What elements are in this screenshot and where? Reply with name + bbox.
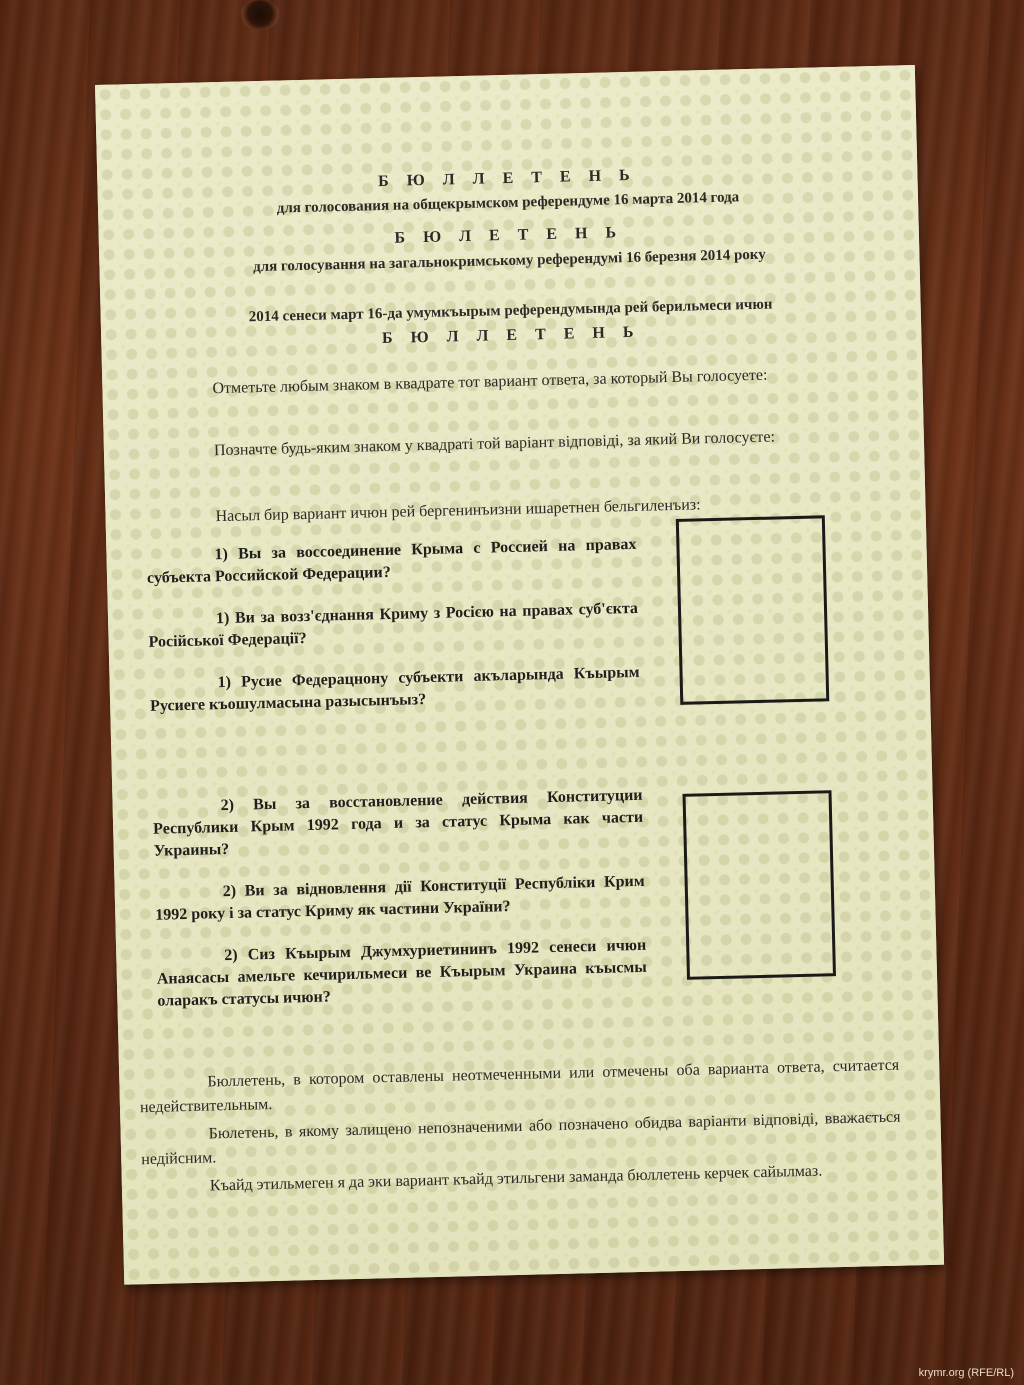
ballot-subtitle-uk: для голосування на загальнокримському референдумі 16 березня 2014 року (252, 246, 766, 276)
referendum-ballot-sheet (95, 65, 944, 1285)
option1-checkbox[interactable] (676, 515, 829, 705)
ballot-subtitle-crh: 2014 сенеси март 16-да умумкъырым референдумында рей берильмеси ичюн (248, 296, 773, 326)
wall-nail-hole (240, 0, 280, 30)
instruction-ru: Отметьте любым знаком в квадрате тот вариант ответа, за который Вы голосуете: (212, 366, 768, 398)
option1-text-ru: 1) Вы за воссоединение Крыма с Россией на правах субъекта Российской Федерации? (146, 535, 637, 587)
option2-text-crh: 2) Сиз Къырым Джумхуриетининъ 1992 сенеси ичюн Анаясасы амельге кечирильмеси ве Къырым Украина къысмы оларакъ статусы ичюн? (156, 936, 647, 1010)
instruction-uk: Позначте будь-яким знаком у квадраті той варіант відповіді, за який Ви голосуєте: (213, 428, 776, 460)
ballot-title-ru: Б Ю Л Л Е Т Е Н Ь (377, 166, 637, 191)
ballot-title-uk: Б Ю Л Е Т Е Н Ь (394, 224, 624, 247)
ballot-title-crh: Б Ю Л Л Е Т Е Н Ь (381, 323, 641, 348)
instruction-crh: Насыл бир вариант ичюн рей бергенинъизни ишаретнен бельгиленъиз: (215, 496, 701, 526)
option1-text-crh: 1) Русие Федерацнону субъекти акъларында Къырым Русиеге къошулмасына разысынъыз? (149, 663, 640, 715)
option2-text-uk: 2) Ви за відновлення дії Конституції Республіки Крим 1992 року і за статус Криму як частини України? (155, 872, 645, 924)
footer-note-uk: Бюлетень, в якому залищено непозначеними або позначено обидва варіанти відповіді, вважається недійсним. (141, 1108, 901, 1169)
ballot-subtitle-ru: для голосования на общекрымском референдуме 16 марта 2014 года (276, 189, 740, 217)
option2-checkbox[interactable] (682, 790, 835, 980)
footer-note-crh: Къайд этильмеген я да эки вариант къайд этильгени заманда бюллетень керчек сайылмаз. (209, 1162, 823, 1195)
photo-credit: krymr.org (RFE/RL) (918, 1367, 1014, 1379)
footer-note-ru: Бюллетень, в котором оставлены неотмеченными или отмечены оба варианта ответа, считается недействительным. (139, 1056, 900, 1117)
option2-text-ru: 2) Вы за восстановление действия Конституции Республики Крым 1992 года и за статус Крыма как части Украины? (152, 786, 644, 860)
option1-text-uk: 1) Ви за возз'єднання Криму з Росією на правах суб'єкта Російської Федерації? (148, 599, 639, 651)
